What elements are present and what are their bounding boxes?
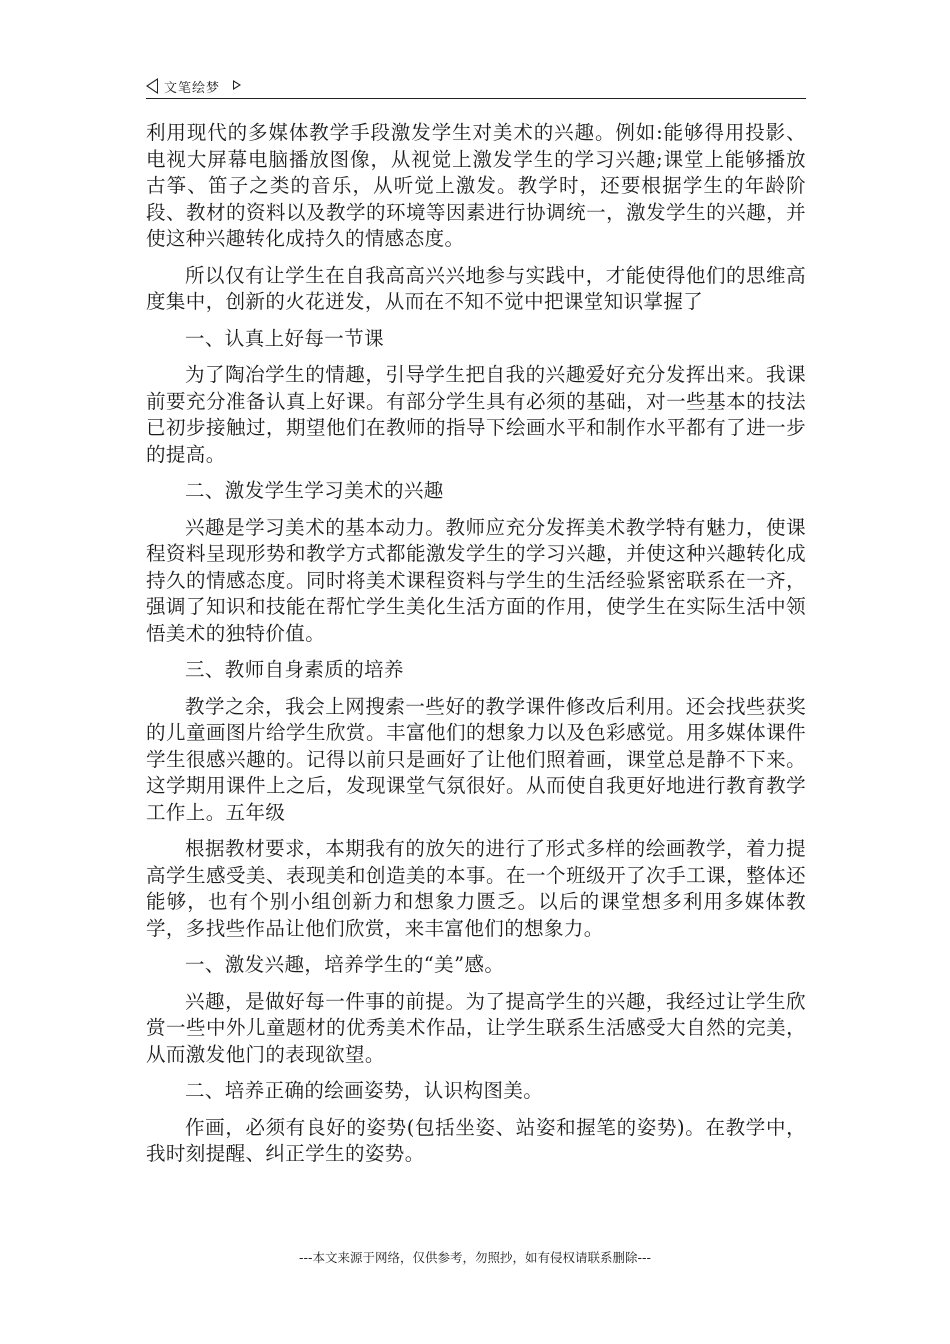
- section-heading: 二、激发学生学习美术的兴趣: [185, 479, 444, 502]
- paragraph: 所以仅有让学生在自我高高兴兴地参与实践中，才能使得他们的思维高度集中，创新的火花迸发，从而在不知不觉中把课堂知识掌握了: [146, 263, 806, 313]
- section-heading: 一、认真上好每一节课: [185, 326, 385, 350]
- triangle-right-icon: [233, 80, 241, 90]
- section-heading: 二、培养正确的绘画姿势，认识构图美。: [185, 1079, 544, 1102]
- document-body: [146, 120, 806, 1178]
- page-footer: ---本文来源于网络，仅供参考，勿照抄，如有侵权请联系删除---: [298, 1250, 652, 1265]
- paragraph: 兴趣是学习美术的基本动力。教师应充分发挥美术教学特有魅力，使课程资料呈现形势和教学方式都能激发学生的学习兴趣，并使这种兴趣转化成持久的情感态度。同时将美术课程资料与学生的生活经验紧密联系在一齐，强调了知识和技能在帮忙学生美化生活方面的作用，使学生在实际生活中领悟美术的独特价值。: [146, 515, 806, 645]
- paragraph: 为了陶冶学生的情趣，引导学生把自我的兴趣爱好充分发挥出来。我课前要充分准备认真上好课。有部分学生具有必须的基础，对一些基本的技法已初步接触过，期望他们在教师的指导下绘画水平和制作水平都有了进一步的提高。: [146, 363, 806, 466]
- section-heading: 一、激发兴趣，培养学生的“美”感。: [185, 953, 505, 976]
- section-heading: 三、教师自身素质的培养: [185, 658, 404, 681]
- triangle-left-icon: [146, 78, 158, 94]
- paragraph: 利用现代的多媒体教学手段激发学生对美术的兴趣。例如:能够得用投影、电视大屏幕电脑播放图像，从视觉上激发学生的学习兴趣;课堂上能够播放古筝、笛子之类的音乐，从听觉上激发。教学时，还要根据学生的年龄阶段、教材的资料以及教学的环境等因素进行协调统一，激发学生的兴趣，并使这种兴趣转化成持久的情感态度。: [146, 121, 806, 250]
- header-brand: 文笔绘梦: [164, 81, 221, 96]
- paragraph: 作画，必须有良好的姿势(包括坐姿、站姿和握笔的姿势)。在教学中，我时刻提醒、纠正学生的姿势。: [146, 1115, 806, 1165]
- page-header: [146, 66, 806, 99]
- paragraph: 兴趣，是做好每一件事的前提。为了提高学生的兴趣，我经过让学生欣赏一些中外儿童题材的优秀美术作品，让学生联系生活感受大自然的完美，从而激发他门的表现欲望。: [146, 989, 806, 1066]
- paragraph: 根据教材要求，本期我有的放矢的进行了形式多样的绘画教学，着力提高学生感受美、表现美和创造美的本事。在一个班级开了次手工课，整体还能够，也有个别小组创新力和想象力匮乏。以后的课堂想多利用多媒体教学，多找些作品让他们欣赏，来丰富他们的想象力。: [146, 837, 806, 940]
- paragraph: 教学之余，我会上网搜索一些好的教学课件修改后利用。还会找些获奖的儿童画图片给学生欣赏。丰富他们的想象力以及色彩感觉。用多媒体课件学生很感兴趣的。记得以前只是画好了让他们照着画，课堂总是静不下来。这学期用课件上之后，发现课堂气氛很好。从而使自我更好地进行教育教学工作上。五年级: [146, 694, 806, 824]
